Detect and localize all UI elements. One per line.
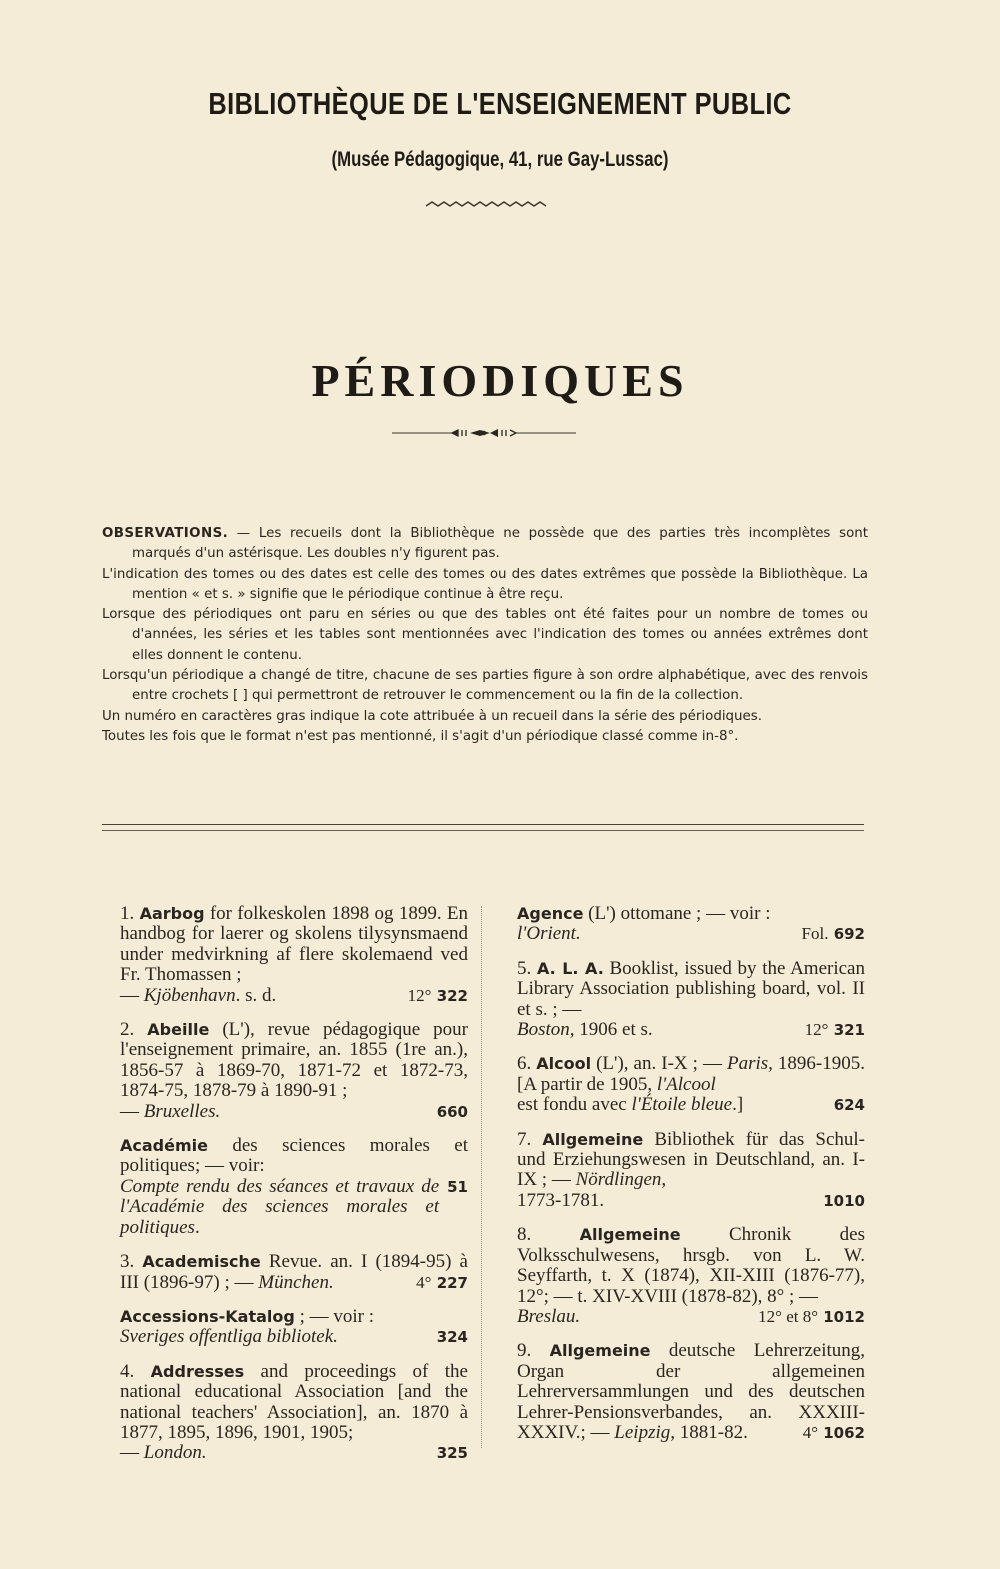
entry-keyword: Allgemeine	[542, 1129, 644, 1149]
entry-footer	[517, 1191, 865, 1211]
observation-paragraph: Lorsque des périodiques ont paru en séries ou que des tables ont été faites pour un nombre de tomes ou d'années, les séries et les tables sont mentionnées avec l'indication des tomes ou années extrêmes dont elles donnent le contenu.	[102, 607, 868, 663]
entry-cote: 324	[436, 1328, 468, 1347]
entry-text: (L'), revue pédagogique pour l'enseignement primaire, an. 1855 (1re an.), 1856-57 à 1869-70, 1871-72 et 1872-73, 1874-75, 1878-79 à 1890-91 ;	[120, 1019, 468, 1102]
observations-heading: OBSERVATIONS.	[102, 526, 229, 541]
entry-text: Bibliothek für das Schul- und Erziehungswesen in Deutschland, an. I-IX ; —	[517, 1128, 865, 1191]
entry-footer	[517, 1020, 865, 1040]
entry-text: 1896-1905. [A partir de 1905,	[517, 1053, 865, 1095]
entry-place: London.	[143, 1442, 207, 1464]
entry-text: est fondu avec	[517, 1094, 632, 1116]
entry-cote: 321	[833, 1021, 865, 1040]
catalog-entry	[100, 1252, 468, 1293]
entry-keyword: Aarbog	[139, 904, 205, 923]
entry-place: Paris,	[726, 1053, 773, 1075]
entry-keyword: Agence	[517, 904, 584, 923]
catalog-entry	[100, 1307, 468, 1348]
entry-text: deutsche Lehrerzeitung, Organ der allgemeinen Lehrerversammlungen und des deutschen Lehrer-Pensionsverbandes, an. XXXIII-XXXIV.; —	[517, 1340, 865, 1443]
catalog-entry	[100, 1136, 468, 1238]
catalog-entry	[497, 904, 865, 945]
observation-paragraph: Lorsqu'un périodique a changé de titre, chacune de ses parties figure à son ordre alphabétique, avec des renvois entre crochets [ ] qui permettront de retrouver le commencement ou la fin de la collection.	[102, 668, 868, 704]
entry-place: Kjöbenhavn	[143, 984, 236, 1006]
entry-number: 6.	[517, 1053, 532, 1075]
entry-number: 5.	[517, 957, 532, 979]
entry-dash: —	[120, 984, 144, 1006]
entry-cote: 322	[436, 986, 468, 1005]
entries-column-left	[100, 904, 468, 1478]
library-title: BIBLIOTHÈQUE DE L'ENSEIGNEMENT PUBLIC	[208, 86, 792, 121]
double-rule-divider	[102, 824, 864, 831]
entry-format: 12°	[804, 1020, 829, 1040]
entry-reference: Sveriges offentliga bibliotek.	[120, 1326, 338, 1348]
entry-text: Chronik des Volksschulwesens, hrsgb. von L. W. Seyffarth, t. X (1874), XII-XIII (1876-77), 12°; — t. XIV-XVIII (1878-82), 8° ; —	[517, 1224, 866, 1307]
entry-dash: —	[120, 1100, 144, 1122]
entry-keyword: Allgemeine	[549, 1341, 651, 1361]
catalog-entry	[100, 1362, 468, 1464]
entry-dash: —	[120, 1442, 144, 1464]
entry-footer	[120, 1443, 468, 1463]
entry-format: Fol.	[801, 924, 829, 944]
entry-reference: Compte rendu des séances et travaux de l'Académie des sciences morales et politiques	[120, 1175, 440, 1238]
entry-footer	[120, 986, 468, 1006]
entry-footer	[517, 924, 865, 944]
entry-footer	[120, 1327, 468, 1347]
entry-format: 4°	[802, 1422, 819, 1442]
entry-date: 1881-82.	[675, 1421, 748, 1443]
wave-ornament	[426, 200, 550, 212]
entry-place: Nördlingen,	[575, 1169, 667, 1191]
entry-text: and proceedings of the national educational Association [and the national teachers' Association], an. 1870 à 1877, 1895, 1896, 1901, 1905;	[120, 1360, 468, 1443]
entry-keyword: Abeille	[147, 1020, 210, 1040]
entry-date: 1906 et s.	[574, 1019, 653, 1041]
entry-keyword: Allgemeine	[579, 1225, 681, 1245]
entry-keyword: A. L. A.	[536, 958, 604, 978]
entry-place: Boston,	[517, 1019, 575, 1041]
entry-date: . s. d.	[235, 984, 277, 1006]
catalog-entry	[497, 1225, 865, 1327]
entry-cote: 51	[447, 1177, 468, 1196]
entry-number: 4.	[120, 1360, 135, 1382]
entry-cote: 1062	[823, 1423, 865, 1442]
entry-cote: 624	[833, 1096, 865, 1115]
observation-paragraph: Un numéro en caractères gras indique la cote attribuée à un recueil dans la série des périodiques.	[102, 708, 763, 724]
entry-number: 9.	[517, 1340, 532, 1362]
entry-text: (L') ottomane ; — voir :	[583, 903, 771, 924]
entry-text: des sciences morales et politiques; — voir:	[120, 1135, 468, 1177]
catalog-entry	[100, 904, 468, 1006]
entry-format: 4°	[416, 1272, 432, 1292]
entry-footer	[517, 1095, 865, 1115]
entry-date: 1773-1781.	[517, 1189, 605, 1211]
entry-place: Leipzig,	[614, 1421, 675, 1443]
catalog-entry	[497, 1054, 865, 1115]
entry-place: Bruxelles.	[143, 1100, 221, 1122]
entry-reference: l'Orient.	[517, 923, 581, 945]
entry-footer	[120, 1177, 468, 1238]
entry-number: 1.	[120, 903, 135, 924]
entry-cote: 1010	[823, 1191, 865, 1210]
entry-text: Booklist, issued by the American Library Association publishing board, vol. II et s. ; —	[517, 957, 865, 1020]
observation-text: — Les recueils dont la Bibliothèque ne possède que des parties très incomplètes sont marqués d'un astérisque. Les doubles n'y figurent pas.	[132, 526, 868, 562]
observation-paragraph: Toutes les fois que le format n'est pas mentionné, il s'agit d'un périodique classé comme in-8°.	[102, 728, 739, 744]
entry-keyword: Alcool	[536, 1054, 592, 1074]
entry-place: Breslau.	[517, 1305, 581, 1327]
entry-place: München.	[258, 1271, 334, 1293]
entry-number: 3.	[120, 1251, 135, 1273]
entry-cote: 227	[436, 1273, 468, 1292]
entry-footer	[517, 1307, 865, 1327]
entry-cote: 1012	[823, 1307, 865, 1326]
entry-format: 12° et 8°	[758, 1306, 819, 1326]
entry-text: Revue. an. I (1894-95) à III (1896-97) ; —	[120, 1251, 468, 1293]
catalog-entry	[497, 1341, 865, 1443]
entry-cote: 660	[436, 1102, 468, 1121]
observation-paragraph: L'indication des tomes ou des dates est celle des tomes ou des dates extrêmes que possède la Bibliothèque. La mention « et s. » signifie que le périodique continue à être reçu.	[102, 566, 868, 602]
entry-format: 12°	[407, 985, 432, 1005]
divider-ornament	[392, 425, 576, 441]
section-title: PÉRIODIQUES	[311, 355, 689, 406]
entry-text: ; — voir :	[294, 1305, 375, 1327]
entry-text: for folkeskolen 1898 og 1899. En handbog for laerer og skolens tilysynsmaend under medvirkning af flere skolemaend ved Fr. Thomassen ;	[120, 903, 469, 986]
entry-cote: 692	[833, 925, 865, 944]
entry-period: .	[194, 1216, 200, 1238]
entry-reference: l'Alcool	[656, 1073, 716, 1095]
entry-keyword: Accessions-Katalog	[120, 1306, 295, 1326]
entry-text: (L'), an. I-X ; —	[591, 1053, 727, 1075]
catalog-entry	[100, 1020, 468, 1122]
entry-keyword: Académie	[120, 1136, 208, 1156]
catalog-entry	[497, 1130, 865, 1212]
observations-block	[102, 524, 868, 747]
entry-cote: 325	[436, 1444, 468, 1463]
entry-footer	[120, 1102, 468, 1122]
entry-keyword: Academische	[142, 1252, 261, 1272]
entry-keyword: Addresses	[150, 1361, 245, 1381]
entry-text: .]	[732, 1094, 744, 1116]
entry-number: 7.	[517, 1128, 532, 1150]
observation-paragraph	[102, 524, 868, 565]
entries-column-right	[497, 904, 865, 1457]
entry-number: 8.	[517, 1224, 532, 1246]
catalog-entry	[497, 959, 865, 1041]
entry-reference: l'Étoile bleue	[631, 1094, 733, 1116]
column-divider	[481, 906, 482, 1448]
library-address: (Musée Pédagogique, 41, rue Gay-Lussac)	[331, 148, 669, 171]
entry-number: 2.	[120, 1019, 135, 1041]
